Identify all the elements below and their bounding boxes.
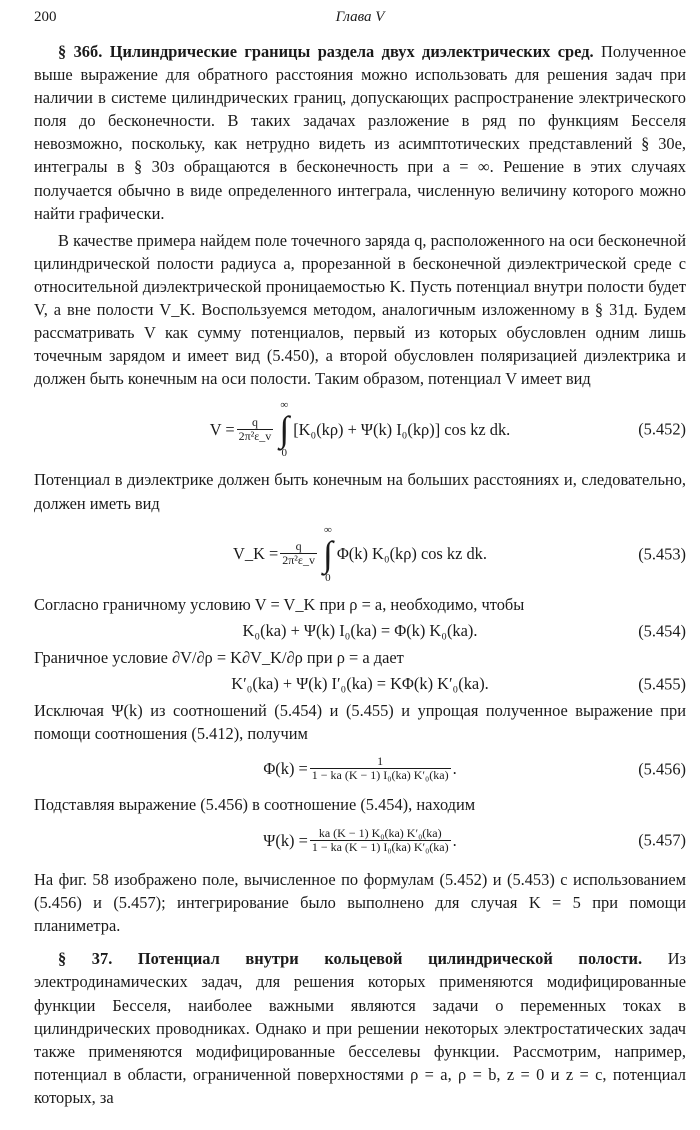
eq453-number: (5.453) [638,544,686,564]
equation-5-457 [34,816,686,864]
section-37-text: Из электродинамических задач, для решения которых применяются модифицированные функции Бесселя, наиболее важными являются задачи о переменных токах в цилиндрических проводниках. Однако и при решении некоторых электростатических задач также применяются модифицированные бесселевы функции. Рассмотрим, например, потенциал в области, ограниченной поверхностями ρ = a, ρ = b, z = 0 и z = c, потенциал которых, за [34,949,686,1107]
eq452-lower-limit: 0 [281,447,287,460]
eq457-numerator: ka (K − 1) K₀(ka) K′₀(ka) [318,825,442,840]
section-37 [34,947,686,1109]
eq452-denominator: 2π²ε_v [238,428,272,443]
eq453-upper-limit: ∞ [323,523,332,536]
eq452-lhs: V = [209,419,235,439]
eq456-tail: . [452,759,457,779]
paragraph-dielectric: Потенциал в диэлектрике должен быть конечным на больших расстояниях и, следовательно, должен иметь вид [34,470,686,513]
eq453-lhs: V_K = [233,544,279,564]
equation-5-456 [34,745,686,793]
eq457-denominator: 1 − ka (K − 1) I₀(ka) K′₀(ka) [311,839,449,854]
eq456-denominator: 1 − ka (K − 1) I₀(ka) K′₀(ka) [311,768,449,783]
page-header [34,3,686,29]
eq452-upper-limit: ∞ [280,399,289,412]
paragraph-boundary-1: Согласно граничному условию V = V_K при ρ = a, необходимо, чтобы [34,594,525,614]
eq457-lhs: Ψ(k) = [263,830,308,850]
eq453-integral [323,524,333,584]
section-36b-title: § 36б. Цилиндрические границы раздела двух диэлектрических сред. [58,42,594,61]
eq457-tail: . [452,830,457,850]
eq455-number: (5.455) [638,674,686,694]
eq456-lhs: Φ(k) = [263,759,308,779]
eq453-lower-limit: 0 [325,571,331,584]
eq456-number: (5.456) [638,759,686,779]
eq453-fraction [280,540,317,567]
eq456-fraction [310,755,451,782]
eq452-numerator: q [251,414,258,429]
eq453-numerator: q [295,539,302,554]
paragraph-figure-58: На фиг. 58 изображено поле, вычисленное по формулам (5.452) и (5.453) с использованием (5.456) и (5.457); интегрирование было выполнено для случая K = 5 при помощи планиметра. [34,870,686,936]
eq454-number: (5.454) [638,621,686,641]
equation-5-454 [34,616,686,646]
eq452-body: [K₀(kρ) + Ψ(k) I₀(kρ)] cos kz dk. [293,419,511,439]
eq457-fraction [310,827,451,854]
section-36b-text: Полученное выше выражение для обратного расстояния можно использовать для решения задач при наличии в системе цилиндрических границ, допускающих распространение электрического поля до бесконечности. В таких задачах разложение в ряд по функциям Бесселя невозможно, поскольку, как нетрудно видеть из асимптотических представлений § 30е, интегралы в § 30з обращаются в бесконечность при a = ∞. Решение в этих случаях получается обычно в виде определенного интеграла, численную величину которого можно найти графически. [34,42,686,223]
eq452-integral [279,399,289,459]
eq453-denominator: 2π²ε_v [282,553,315,568]
paragraph-boundary-2: Граничное условие ∂V/∂ρ = K∂V_K/∂ρ при ρ = a дает [34,647,404,667]
eq454-body: K₀(ka) + Ψ(k) I₀(ka) = Φ(k) K₀(ka). [242,621,478,641]
section-36b [34,40,686,225]
equation-5-455 [34,669,686,699]
equation-5-453 [34,519,686,589]
equation-5-452 [34,394,686,464]
eq453-body: Φ(k) K₀(kρ) cos kz dk. [336,544,487,564]
section-37-title: § 37. Потенциал внутри кольцевой цилиндрической полости. [58,949,643,969]
integral-sign-icon: ∫ [279,409,290,450]
paragraph-substituting: Подставляя выражение (5.456) в соотношение (5.454), находим [34,794,476,814]
page [0,3,700,1130]
eq456-numerator: 1 [377,754,384,769]
eq457-number: (5.457) [638,830,686,850]
eq455-body: K′₀(ka) + Ψ(k) I′₀(ka) = KΦ(k) K′₀(ka). [231,674,489,694]
eq452-number: (5.452) [638,419,686,439]
page-number: 200 [34,9,57,25]
eq452-fraction [237,416,274,443]
integral-sign-icon: ∫ [322,533,333,574]
paragraph-eliminating: Исключая Ψ(k) из соотношений (5.454) и (5.455) и упрощая полученное выражение при помощи соотношения (5.412), получим [34,700,686,743]
chapter-title: Глава V [335,9,385,25]
paragraph-example: В качестве примера найдем поле точечного заряда q, расположенного на оси бесконечной цилиндрической полости радиуса a, прорезанной в бесконечной диэлектрической среде с относительной диэлектрической проницаемостью K. Пусть потенциал внутри полости будет V, а вне полости V_K. Воспользуемся методом, аналогичным изложенному в § 31д. Будем рассматривать V как сумму потенциалов, первый из которых обусловлен одним лишь точечным зарядом и имеет вид (5.450), а второй обусловлен поляризацией диэлектрика и должен быть конечным на оси полости. Таким образом, потенциал V имеет вид [34,230,686,389]
